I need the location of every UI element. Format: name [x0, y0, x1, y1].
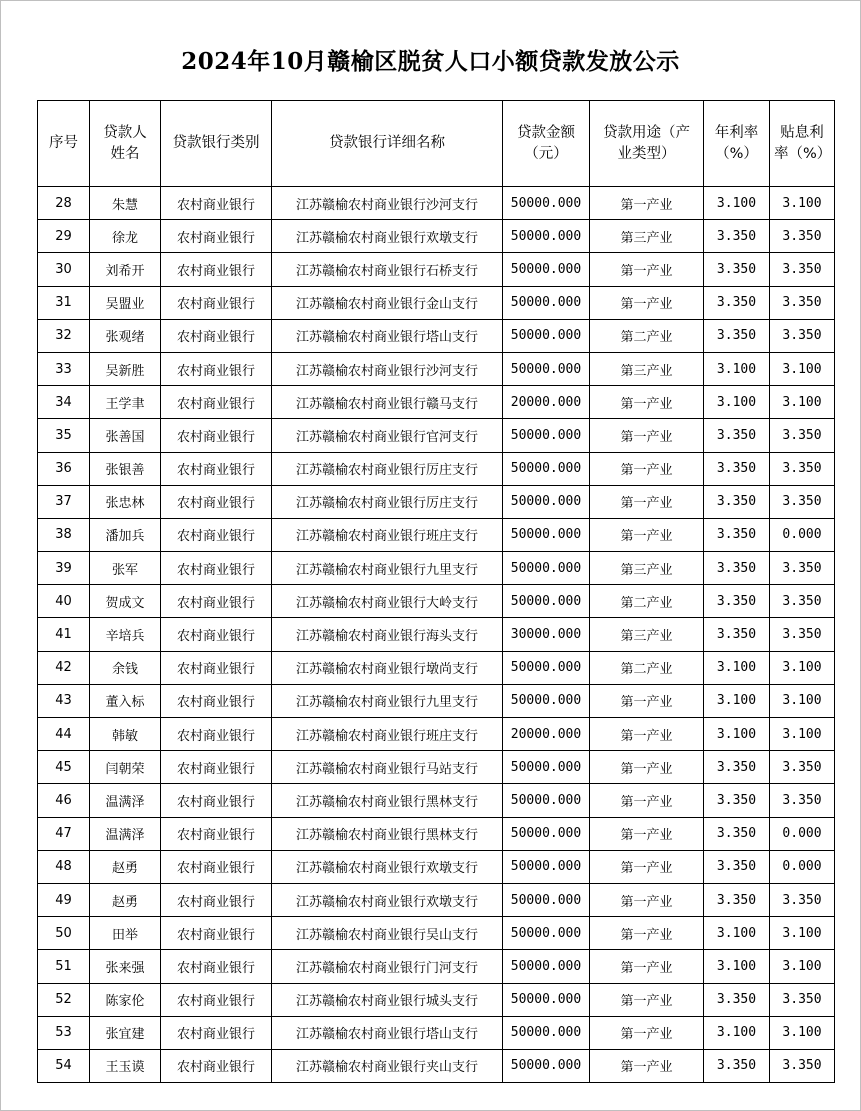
cell-loan-purpose: 第一产业 — [590, 784, 704, 817]
cell-loan-purpose: 第二产业 — [590, 651, 704, 684]
cell-bank-name: 江苏赣榆农村商业银行墩尚支行 — [272, 651, 503, 684]
cell-bank-type: 农村商业银行 — [161, 1016, 272, 1049]
cell-subsidy-rate: 3.100 — [770, 917, 835, 950]
cell-bank-type: 农村商业银行 — [161, 452, 272, 485]
cell-annual-rate: 3.100 — [704, 187, 770, 220]
cell-bank-type: 农村商业银行 — [161, 651, 272, 684]
table-row — [38, 850, 835, 883]
cell-borrower-name: 张观绪 — [90, 319, 161, 352]
cell-subsidy-rate: 3.100 — [770, 684, 835, 717]
cell-bank-type: 农村商业银行 — [161, 220, 272, 253]
cell-bank-type: 农村商业银行 — [161, 518, 272, 551]
cell-subsidy-rate: 3.350 — [770, 452, 835, 485]
cell-bank-type: 农村商业银行 — [161, 286, 272, 319]
table-row — [38, 1016, 835, 1049]
cell-annual-rate: 3.350 — [704, 419, 770, 452]
table-row — [38, 618, 835, 651]
cell-borrower-name: 董入标 — [90, 684, 161, 717]
cell-subsidy-rate: 3.350 — [770, 784, 835, 817]
cell-borrower-name: 温满泽 — [90, 817, 161, 850]
cell-loan-amount: 50000.000 — [503, 651, 590, 684]
cell-bank-type: 农村商业银行 — [161, 883, 272, 916]
cell-loan-purpose: 第一产业 — [590, 286, 704, 319]
table-row — [38, 220, 835, 253]
cell-bank-type: 农村商业银行 — [161, 950, 272, 983]
cell-loan-purpose: 第一产业 — [590, 817, 704, 850]
table-row — [38, 718, 835, 751]
cell-borrower-name: 陈家伦 — [90, 983, 161, 1016]
cell-annual-rate: 3.100 — [704, 684, 770, 717]
cell-loan-amount: 50000.000 — [503, 950, 590, 983]
cell-annual-rate: 3.350 — [704, 1049, 770, 1082]
cell-seq: 48 — [38, 850, 90, 883]
cell-annual-rate: 3.350 — [704, 983, 770, 1016]
cell-bank-name: 江苏赣榆农村商业银行欢墩支行 — [272, 883, 503, 916]
cell-annual-rate: 3.350 — [704, 319, 770, 352]
cell-bank-name: 江苏赣榆农村商业银行黑林支行 — [272, 817, 503, 850]
cell-bank-type: 农村商业银行 — [161, 618, 272, 651]
cell-bank-type: 农村商业银行 — [161, 187, 272, 220]
cell-subsidy-rate: 3.350 — [770, 253, 835, 286]
table-row — [38, 518, 835, 551]
cell-seq: 47 — [38, 817, 90, 850]
table-row — [38, 419, 835, 452]
cell-subsidy-rate: 3.350 — [770, 419, 835, 452]
cell-annual-rate: 3.100 — [704, 651, 770, 684]
cell-seq: 34 — [38, 386, 90, 419]
cell-loan-amount: 50000.000 — [503, 917, 590, 950]
cell-subsidy-rate: 3.350 — [770, 552, 835, 585]
cell-loan-amount: 50000.000 — [503, 319, 590, 352]
table-header-row — [38, 101, 835, 187]
cell-bank-name: 江苏赣榆农村商业银行九里支行 — [272, 552, 503, 585]
cell-borrower-name: 张忠林 — [90, 485, 161, 518]
cell-subsidy-rate: 3.350 — [770, 1049, 835, 1082]
cell-loan-purpose: 第一产业 — [590, 950, 704, 983]
cell-bank-name: 江苏赣榆农村商业银行厉庄支行 — [272, 452, 503, 485]
table-row — [38, 253, 835, 286]
cell-bank-type: 农村商业银行 — [161, 718, 272, 751]
header-loan-amount: 贷款金额（元） — [503, 101, 590, 187]
cell-loan-purpose: 第一产业 — [590, 1016, 704, 1049]
cell-loan-amount: 50000.000 — [503, 1049, 590, 1082]
cell-bank-type: 农村商业银行 — [161, 352, 272, 385]
table-row — [38, 950, 835, 983]
cell-bank-name: 江苏赣榆农村商业银行大岭支行 — [272, 585, 503, 618]
cell-seq: 50 — [38, 917, 90, 950]
cell-bank-name: 江苏赣榆农村商业银行塔山支行 — [272, 319, 503, 352]
cell-loan-amount: 50000.000 — [503, 518, 590, 551]
cell-bank-name: 江苏赣榆农村商业银行欢墩支行 — [272, 220, 503, 253]
header-seq: 序号 — [38, 101, 90, 187]
table-row — [38, 1049, 835, 1082]
cell-subsidy-rate: 0.000 — [770, 817, 835, 850]
cell-bank-name: 江苏赣榆农村商业银行沙河支行 — [272, 187, 503, 220]
cell-borrower-name: 赵勇 — [90, 850, 161, 883]
cell-loan-amount: 50000.000 — [503, 352, 590, 385]
loan-table — [37, 100, 835, 1083]
table-row — [38, 651, 835, 684]
cell-seq: 35 — [38, 419, 90, 452]
table-row — [38, 585, 835, 618]
cell-seq: 51 — [38, 950, 90, 983]
cell-subsidy-rate: 3.350 — [770, 585, 835, 618]
table-row — [38, 485, 835, 518]
cell-subsidy-rate: 3.350 — [770, 751, 835, 784]
cell-bank-name: 江苏赣榆农村商业银行石桥支行 — [272, 253, 503, 286]
cell-subsidy-rate: 3.350 — [770, 883, 835, 916]
cell-loan-purpose: 第一产业 — [590, 386, 704, 419]
cell-loan-amount: 50000.000 — [503, 552, 590, 585]
cell-borrower-name: 张银善 — [90, 452, 161, 485]
cell-borrower-name: 辛培兵 — [90, 618, 161, 651]
cell-annual-rate: 3.350 — [704, 518, 770, 551]
cell-loan-amount: 20000.000 — [503, 386, 590, 419]
cell-seq: 49 — [38, 883, 90, 916]
cell-borrower-name: 韩敏 — [90, 718, 161, 751]
cell-bank-name: 江苏赣榆农村商业银行金山支行 — [272, 286, 503, 319]
cell-seq: 40 — [38, 585, 90, 618]
cell-subsidy-rate: 3.100 — [770, 651, 835, 684]
cell-loan-amount: 50000.000 — [503, 684, 590, 717]
cell-loan-amount: 50000.000 — [503, 983, 590, 1016]
cell-seq: 45 — [38, 751, 90, 784]
cell-annual-rate: 3.350 — [704, 452, 770, 485]
cell-bank-name: 江苏赣榆农村商业银行欢墩支行 — [272, 850, 503, 883]
cell-bank-type: 农村商业银行 — [161, 319, 272, 352]
cell-borrower-name: 朱慧 — [90, 187, 161, 220]
cell-bank-type: 农村商业银行 — [161, 552, 272, 585]
cell-seq: 37 — [38, 485, 90, 518]
cell-borrower-name: 闫朝荣 — [90, 751, 161, 784]
cell-loan-amount: 50000.000 — [503, 286, 590, 319]
cell-loan-purpose: 第一产业 — [590, 850, 704, 883]
cell-subsidy-rate: 3.100 — [770, 187, 835, 220]
cell-annual-rate: 3.350 — [704, 751, 770, 784]
table-row — [38, 751, 835, 784]
cell-bank-name: 江苏赣榆农村商业银行夹山支行 — [272, 1049, 503, 1082]
cell-bank-name: 江苏赣榆农村商业银行吴山支行 — [272, 917, 503, 950]
cell-loan-purpose: 第三产业 — [590, 220, 704, 253]
cell-subsidy-rate: 0.000 — [770, 850, 835, 883]
cell-bank-type: 农村商业银行 — [161, 419, 272, 452]
cell-borrower-name: 吴盟业 — [90, 286, 161, 319]
header-bank-name: 贷款银行详细名称 — [272, 101, 503, 187]
cell-borrower-name: 王玉谟 — [90, 1049, 161, 1082]
table-row — [38, 286, 835, 319]
cell-loan-amount: 50000.000 — [503, 883, 590, 916]
cell-loan-purpose: 第一产业 — [590, 419, 704, 452]
cell-subsidy-rate: 3.100 — [770, 1016, 835, 1049]
header-bank-type: 贷款银行类别 — [161, 101, 272, 187]
cell-loan-purpose: 第三产业 — [590, 552, 704, 585]
table-row — [38, 917, 835, 950]
cell-loan-amount: 20000.000 — [503, 718, 590, 751]
cell-loan-amount: 50000.000 — [503, 751, 590, 784]
cell-annual-rate: 3.350 — [704, 585, 770, 618]
cell-loan-amount: 50000.000 — [503, 220, 590, 253]
header-loan-purpose: 贷款用途（产业类型） — [590, 101, 704, 187]
cell-loan-purpose: 第一产业 — [590, 187, 704, 220]
page-title: 2024年10月赣榆区脱贫人口小额贷款发放公示 — [181, 48, 680, 75]
cell-loan-purpose: 第二产业 — [590, 319, 704, 352]
cell-borrower-name: 吴新胜 — [90, 352, 161, 385]
cell-loan-purpose: 第二产业 — [590, 585, 704, 618]
cell-seq: 38 — [38, 518, 90, 551]
cell-bank-type: 农村商业银行 — [161, 784, 272, 817]
cell-bank-name: 江苏赣榆农村商业银行黑林支行 — [272, 784, 503, 817]
header-subsidy-rate: 贴息利率（%） — [770, 101, 835, 187]
cell-subsidy-rate: 0.000 — [770, 518, 835, 551]
table-row — [38, 452, 835, 485]
cell-bank-type: 农村商业银行 — [161, 751, 272, 784]
cell-subsidy-rate: 3.350 — [770, 983, 835, 1016]
cell-seq: 54 — [38, 1049, 90, 1082]
table-row — [38, 784, 835, 817]
cell-annual-rate: 3.100 — [704, 917, 770, 950]
cell-loan-purpose: 第一产业 — [590, 718, 704, 751]
cell-bank-type: 农村商业银行 — [161, 1049, 272, 1082]
cell-bank-name: 江苏赣榆农村商业银行官河支行 — [272, 419, 503, 452]
cell-borrower-name: 赵勇 — [90, 883, 161, 916]
cell-loan-purpose: 第一产业 — [590, 253, 704, 286]
cell-annual-rate: 3.350 — [704, 883, 770, 916]
cell-seq: 30 — [38, 253, 90, 286]
cell-annual-rate: 3.350 — [704, 850, 770, 883]
cell-subsidy-rate: 3.100 — [770, 352, 835, 385]
cell-seq: 39 — [38, 552, 90, 585]
header-annual-rate: 年利率（%） — [704, 101, 770, 187]
cell-borrower-name: 王学聿 — [90, 386, 161, 419]
cell-bank-name: 江苏赣榆农村商业银行九里支行 — [272, 684, 503, 717]
cell-loan-amount: 30000.000 — [503, 618, 590, 651]
cell-seq: 36 — [38, 452, 90, 485]
cell-borrower-name: 张军 — [90, 552, 161, 585]
cell-seq: 29 — [38, 220, 90, 253]
cell-subsidy-rate: 3.350 — [770, 220, 835, 253]
cell-annual-rate: 3.350 — [704, 485, 770, 518]
cell-borrower-name: 田举 — [90, 917, 161, 950]
cell-bank-type: 农村商业银行 — [161, 585, 272, 618]
cell-annual-rate: 3.100 — [704, 950, 770, 983]
cell-annual-rate: 3.350 — [704, 817, 770, 850]
table-row — [38, 817, 835, 850]
cell-loan-amount: 50000.000 — [503, 485, 590, 518]
cell-bank-type: 农村商业银行 — [161, 983, 272, 1016]
cell-bank-name: 江苏赣榆农村商业银行赣马支行 — [272, 386, 503, 419]
table-row — [38, 352, 835, 385]
cell-bank-name: 江苏赣榆农村商业银行海头支行 — [272, 618, 503, 651]
cell-bank-type: 农村商业银行 — [161, 917, 272, 950]
cell-loan-amount: 50000.000 — [503, 784, 590, 817]
cell-seq: 28 — [38, 187, 90, 220]
cell-loan-purpose: 第一产业 — [590, 883, 704, 916]
cell-annual-rate: 3.350 — [704, 618, 770, 651]
cell-bank-type: 农村商业银行 — [161, 253, 272, 286]
cell-bank-type: 农村商业银行 — [161, 850, 272, 883]
cell-loan-purpose: 第一产业 — [590, 485, 704, 518]
cell-bank-name: 江苏赣榆农村商业银行城头支行 — [272, 983, 503, 1016]
cell-loan-amount: 50000.000 — [503, 585, 590, 618]
cell-annual-rate: 3.350 — [704, 286, 770, 319]
table-row — [38, 983, 835, 1016]
cell-seq: 46 — [38, 784, 90, 817]
cell-bank-name: 江苏赣榆农村商业银行马站支行 — [272, 751, 503, 784]
header-borrower-name: 贷款人姓名 — [90, 101, 161, 187]
cell-loan-amount: 50000.000 — [503, 817, 590, 850]
cell-annual-rate: 3.350 — [704, 253, 770, 286]
cell-seq: 43 — [38, 684, 90, 717]
cell-subsidy-rate: 3.100 — [770, 950, 835, 983]
cell-annual-rate: 3.350 — [704, 552, 770, 585]
cell-subsidy-rate: 3.100 — [770, 718, 835, 751]
cell-bank-name: 江苏赣榆农村商业银行门河支行 — [272, 950, 503, 983]
cell-borrower-name: 刘希开 — [90, 253, 161, 286]
cell-borrower-name: 张宜建 — [90, 1016, 161, 1049]
cell-loan-amount: 50000.000 — [503, 1016, 590, 1049]
cell-borrower-name: 潘加兵 — [90, 518, 161, 551]
cell-annual-rate: 3.350 — [704, 220, 770, 253]
cell-borrower-name: 张来强 — [90, 950, 161, 983]
cell-loan-purpose: 第一产业 — [590, 983, 704, 1016]
table-row — [38, 684, 835, 717]
cell-loan-amount: 50000.000 — [503, 187, 590, 220]
table-row — [38, 319, 835, 352]
cell-seq: 42 — [38, 651, 90, 684]
cell-subsidy-rate: 3.350 — [770, 485, 835, 518]
cell-loan-purpose: 第一产业 — [590, 917, 704, 950]
cell-borrower-name: 徐龙 — [90, 220, 161, 253]
cell-loan-purpose: 第一产业 — [590, 1049, 704, 1082]
cell-bank-type: 农村商业银行 — [161, 684, 272, 717]
cell-loan-purpose: 第三产业 — [590, 618, 704, 651]
cell-loan-purpose: 第一产业 — [590, 518, 704, 551]
cell-loan-purpose: 第一产业 — [590, 684, 704, 717]
cell-loan-amount: 50000.000 — [503, 419, 590, 452]
cell-borrower-name: 余钱 — [90, 651, 161, 684]
cell-loan-purpose: 第一产业 — [590, 751, 704, 784]
cell-seq: 41 — [38, 618, 90, 651]
cell-seq: 52 — [38, 983, 90, 1016]
cell-subsidy-rate: 3.350 — [770, 319, 835, 352]
cell-loan-amount: 50000.000 — [503, 452, 590, 485]
cell-borrower-name: 张善国 — [90, 419, 161, 452]
cell-annual-rate: 3.100 — [704, 1016, 770, 1049]
cell-subsidy-rate: 3.350 — [770, 286, 835, 319]
cell-annual-rate: 3.100 — [704, 352, 770, 385]
table-row — [38, 187, 835, 220]
table-row — [38, 552, 835, 585]
table-row — [38, 386, 835, 419]
cell-bank-type: 农村商业银行 — [161, 817, 272, 850]
cell-subsidy-rate: 3.100 — [770, 386, 835, 419]
cell-loan-amount: 50000.000 — [503, 253, 590, 286]
cell-bank-type: 农村商业银行 — [161, 386, 272, 419]
cell-seq: 33 — [38, 352, 90, 385]
cell-bank-name: 江苏赣榆农村商业银行沙河支行 — [272, 352, 503, 385]
cell-loan-amount: 50000.000 — [503, 850, 590, 883]
cell-borrower-name: 温满泽 — [90, 784, 161, 817]
cell-seq: 44 — [38, 718, 90, 751]
table-body — [38, 187, 835, 1083]
cell-seq: 53 — [38, 1016, 90, 1049]
cell-subsidy-rate: 3.350 — [770, 618, 835, 651]
cell-seq: 32 — [38, 319, 90, 352]
cell-annual-rate: 3.100 — [704, 718, 770, 751]
cell-borrower-name: 贺成文 — [90, 585, 161, 618]
cell-loan-purpose: 第三产业 — [590, 352, 704, 385]
cell-bank-name: 江苏赣榆农村商业银行厉庄支行 — [272, 485, 503, 518]
cell-annual-rate: 3.350 — [704, 784, 770, 817]
cell-seq: 31 — [38, 286, 90, 319]
cell-bank-name: 江苏赣榆农村商业银行班庄支行 — [272, 718, 503, 751]
cell-loan-purpose: 第一产业 — [590, 452, 704, 485]
cell-bank-type: 农村商业银行 — [161, 485, 272, 518]
table-row — [38, 883, 835, 916]
cell-bank-name: 江苏赣榆农村商业银行班庄支行 — [272, 518, 503, 551]
cell-annual-rate: 3.100 — [704, 386, 770, 419]
cell-bank-name: 江苏赣榆农村商业银行塔山支行 — [272, 1016, 503, 1049]
